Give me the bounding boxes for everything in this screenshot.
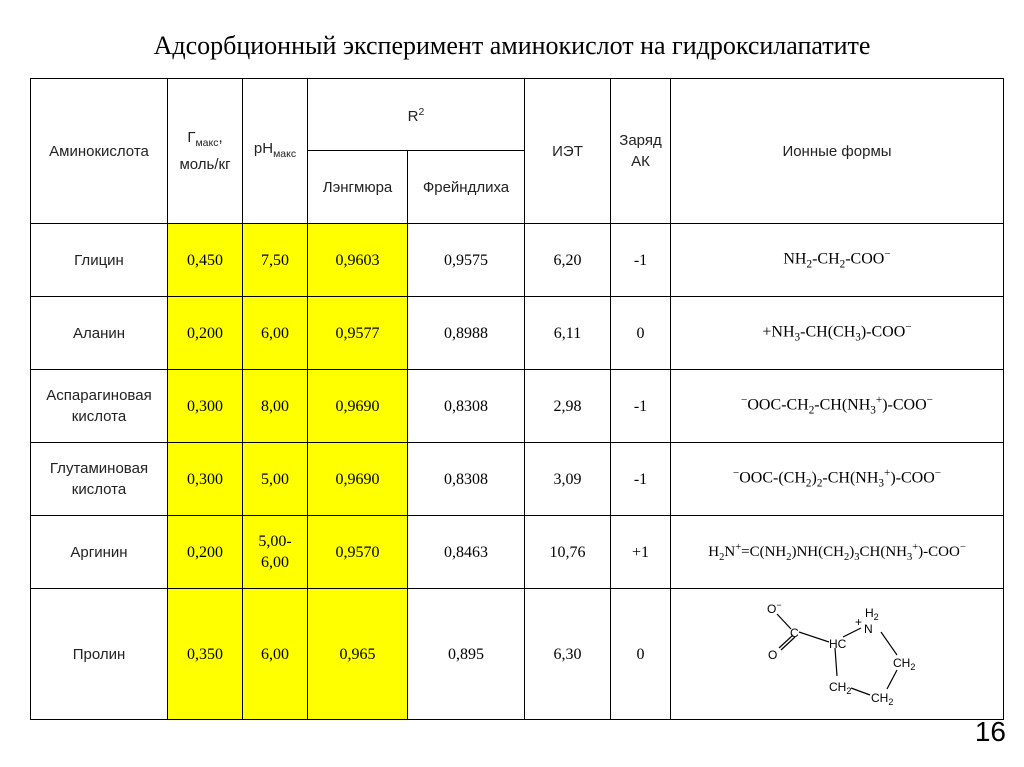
freundlich-value: 0,8308 bbox=[408, 370, 525, 443]
iep-value: 10,76 bbox=[525, 516, 611, 589]
gamma-value: 0,200 bbox=[168, 516, 243, 589]
amino-acid-name: Глицин bbox=[31, 224, 168, 297]
freundlich-value: 0,9575 bbox=[408, 224, 525, 297]
iep-value: 6,20 bbox=[525, 224, 611, 297]
gamma-value: 0,300 bbox=[168, 443, 243, 516]
ionic-form-structure bbox=[671, 589, 1004, 720]
proline-n-charge: + bbox=[855, 615, 863, 629]
charge-value: -1 bbox=[611, 370, 671, 443]
page-number: 16 bbox=[974, 716, 1006, 747]
ionic-form-formula: $H_2N^+=C(NH_2)NH(CH_2)_3CH(NH_3^+)-COO^-$ bbox=[671, 516, 1004, 589]
gamma-value: 0,200 bbox=[168, 297, 243, 370]
table-row bbox=[31, 370, 1004, 443]
langmuir-value: 0,9690 bbox=[308, 370, 408, 443]
ph-value: 6,00 bbox=[243, 589, 308, 720]
header-freundlich: Фрейндлиха bbox=[408, 151, 525, 224]
table-row bbox=[31, 297, 1004, 370]
freundlich-value: 0,895 bbox=[408, 589, 525, 720]
proline-o-double: O bbox=[768, 648, 778, 662]
iep-value: 2,98 bbox=[525, 370, 611, 443]
amino-acid-name: Аргинин bbox=[31, 516, 168, 589]
freundlich-value: 0,8463 bbox=[408, 516, 525, 589]
freundlich-value: 0,8308 bbox=[408, 443, 525, 516]
proline-ch2-bottom-right: $CH_2$ bbox=[871, 691, 894, 707]
ph-value: 5,00-6,00 bbox=[243, 516, 308, 589]
langmuir-value: 0,965 bbox=[308, 589, 408, 720]
charge-value: 0 bbox=[611, 589, 671, 720]
charge-value: -1 bbox=[611, 224, 671, 297]
header-row-1 bbox=[31, 79, 1004, 151]
proline-ch2-right: $CH_2$ bbox=[893, 656, 916, 672]
ph-value: 8,00 bbox=[243, 370, 308, 443]
proline-carboxyl-c: C bbox=[790, 626, 799, 640]
ionic-form-formula: $^-OOC-CH_2-CH(NH_3^+)-COO^-$ bbox=[671, 370, 1004, 443]
header-r-squared: $R^2$ bbox=[308, 79, 525, 151]
header-ionic-forms: Ионные формы bbox=[671, 79, 1004, 224]
proline-n: N bbox=[864, 622, 873, 636]
amino-acid-name: Аланин bbox=[31, 297, 168, 370]
ionic-form-formula: $^-OOC-(CH_2)_2-CH(NH_3^+)-COO^-$ bbox=[671, 443, 1004, 516]
amino-acid-name: Пролин bbox=[31, 589, 168, 720]
table-row bbox=[31, 224, 1004, 297]
header-ph: $pH_{макс}$ bbox=[243, 79, 308, 224]
ph-value: 6,00 bbox=[243, 297, 308, 370]
iep-value: 3,09 bbox=[525, 443, 611, 516]
header-amino-acid: Аминокислота bbox=[31, 79, 168, 224]
amino-acid-table bbox=[30, 78, 1004, 720]
proline-ch2-bottom-left: $CH_2$ bbox=[829, 680, 852, 696]
ionic-form-formula: $+NH_3-CH(CH_3)-COO^-$ bbox=[671, 297, 1004, 370]
gamma-value: 0,300 bbox=[168, 370, 243, 443]
amino-acid-name: Глутаминовая кислота bbox=[31, 443, 168, 516]
header-iep: ИЭТ bbox=[525, 79, 611, 224]
amino-acid-name: Аспарагиновая кислота bbox=[31, 370, 168, 443]
freundlich-value: 0,8988 bbox=[408, 297, 525, 370]
gamma-value: 0,450 bbox=[168, 224, 243, 297]
table-row bbox=[31, 589, 1004, 720]
ph-value: 7,50 bbox=[243, 224, 308, 297]
ph-value: 5,00 bbox=[243, 443, 308, 516]
header-gamma: $Г_{макс}$, моль/кг bbox=[168, 79, 243, 224]
charge-value: 0 bbox=[611, 297, 671, 370]
langmuir-value: 0,9577 bbox=[308, 297, 408, 370]
charge-value: -1 bbox=[611, 443, 671, 516]
proline-n-hydrogens: $H_2$ bbox=[865, 606, 879, 622]
proline-structure-diagram bbox=[747, 595, 927, 713]
langmuir-value: 0,9570 bbox=[308, 516, 408, 589]
header-charge: Заряд АК bbox=[611, 79, 671, 224]
langmuir-value: 0,9603 bbox=[308, 224, 408, 297]
page-title: Адсорбционный эксперимент аминокислот на гидроксилапатите bbox=[153, 31, 871, 60]
charge-value: +1 bbox=[611, 516, 671, 589]
table-row bbox=[31, 443, 1004, 516]
table-row bbox=[31, 516, 1004, 589]
header-langmuir: Лэнгмюра bbox=[308, 151, 408, 224]
langmuir-value: 0,9690 bbox=[308, 443, 408, 516]
iep-value: 6,30 bbox=[525, 589, 611, 720]
proline-o-minus: O− bbox=[767, 600, 782, 616]
iep-value: 6,11 bbox=[525, 297, 611, 370]
ionic-form-formula: $NH_2-CH_2-COO^-$ bbox=[671, 224, 1004, 297]
gamma-value: 0,350 bbox=[168, 589, 243, 720]
proline-hc: HC bbox=[829, 637, 847, 651]
